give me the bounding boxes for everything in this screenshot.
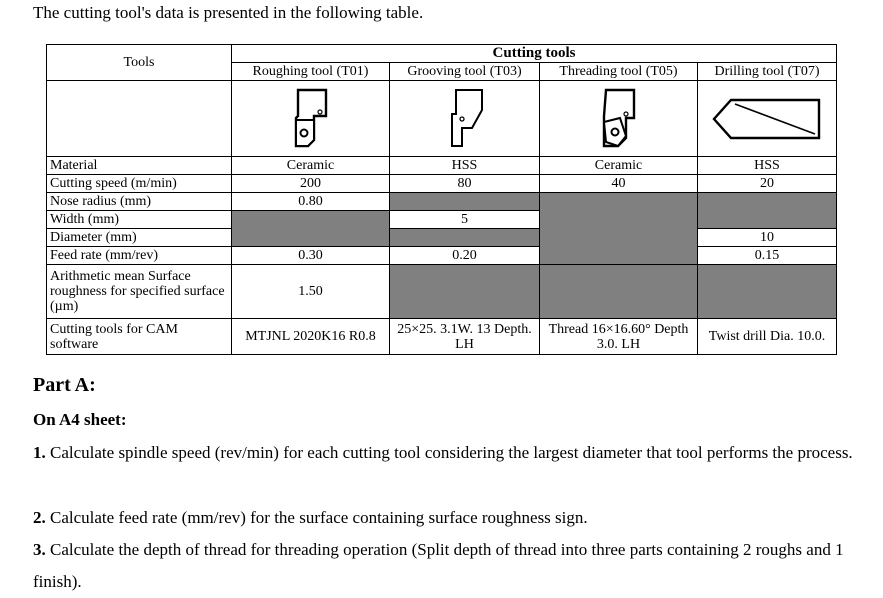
- tool-name-t01: Roughing tool (T01): [232, 63, 390, 81]
- na-cell: [390, 229, 540, 247]
- cutting-speed-t03: 80: [390, 175, 540, 193]
- feed-rate-t03: 0.20: [390, 247, 540, 265]
- task-1-number: 1.: [33, 443, 46, 462]
- task-3-number: 3.: [33, 540, 46, 559]
- task-1-text: Calculate spindle speed (rev/min) for each cutting tool considering the largest diameter that tool performs the process.: [50, 443, 853, 462]
- na-cell: [698, 265, 837, 319]
- cutting-tools-table: [46, 44, 837, 355]
- drilling-tool-image-cell: [698, 81, 837, 157]
- row-label-diameter: Diameter (mm): [47, 229, 232, 247]
- cutting-speed-t07: 20: [698, 175, 837, 193]
- task-1: [33, 437, 853, 469]
- row-label-cam: Cutting tools for CAM software: [47, 319, 232, 355]
- roughing-tool-icon: [288, 88, 334, 150]
- feed-rate-t01: 0.30: [232, 247, 390, 265]
- row-label-feed-rate: Feed rate (mm/rev): [47, 247, 232, 265]
- tool-name-t05: Threading tool (T05): [540, 63, 698, 81]
- tool-name-t07: Drilling tool (T07): [698, 63, 837, 81]
- cam-t03: 25×25. 3.1W. 13 Depth. LH: [390, 319, 540, 355]
- threading-tool-image-cell: [540, 81, 698, 157]
- na-cell: [698, 193, 837, 229]
- diameter-t07: 10: [698, 229, 837, 247]
- row-label-material: Material: [47, 157, 232, 175]
- row-label-cutting-speed: Cutting speed (m/min): [47, 175, 232, 193]
- na-cell: [390, 193, 540, 211]
- cam-t05: Thread 16×16.60° Depth 3.0. LH: [540, 319, 698, 355]
- material-t01: Ceramic: [232, 157, 390, 175]
- na-cell: [232, 211, 390, 247]
- tools-label: Tools: [123, 55, 155, 70]
- task-3: [33, 534, 853, 598]
- task-3-text: Calculate the depth of thread for threading operation (Split depth of thread into three parts containing 2 roughs and 1 finish).: [33, 540, 844, 591]
- material-t05: Ceramic: [540, 157, 698, 175]
- tool-name-t03: Grooving tool (T03): [390, 63, 540, 81]
- na-cell: [540, 265, 698, 319]
- material-t03: HSS: [390, 157, 540, 175]
- roughness-t01: 1.50: [232, 265, 390, 319]
- cutting-speed-t05: 40: [540, 175, 698, 193]
- width-t03: 5: [390, 211, 540, 229]
- tools-label-spacer: [47, 81, 232, 157]
- task-2: [33, 502, 853, 534]
- on-a4-heading: On A4 sheet:: [33, 410, 127, 429]
- threading-tool-icon: [596, 88, 642, 150]
- na-cell: [390, 265, 540, 319]
- intro-text: The cutting tool's data is presented in the following table.: [33, 3, 424, 22]
- group-header: Cutting tools: [232, 45, 837, 63]
- material-t07: HSS: [698, 157, 837, 175]
- row-label-width: Width (mm): [47, 211, 232, 229]
- row-label-roughness: Arithmetic mean Surface roughness for specified surface (µm): [47, 265, 232, 319]
- task-2-text: Calculate feed rate (mm/rev) for the surface containing surface roughness sign.: [50, 508, 588, 527]
- nose-radius-t01: 0.80: [232, 193, 390, 211]
- row-label-nose-radius: Nose radius (mm): [47, 193, 232, 211]
- cutting-speed-t01: 200: [232, 175, 390, 193]
- grooving-tool-image-cell: [390, 81, 540, 157]
- roughing-tool-image-cell: [232, 81, 390, 157]
- cam-t07: Twist drill Dia. 10.0.: [698, 319, 837, 355]
- na-cell: [540, 193, 698, 265]
- task-2-number: 2.: [33, 508, 46, 527]
- tools-label-cell: [47, 45, 232, 81]
- cam-t01: MTJNL 2020K16 R0.8: [232, 319, 390, 355]
- part-a-heading: Part A:: [33, 374, 96, 396]
- drilling-tool-icon: [711, 96, 823, 142]
- feed-rate-t07: 0.15: [698, 247, 837, 265]
- grooving-tool-icon: [442, 88, 488, 150]
